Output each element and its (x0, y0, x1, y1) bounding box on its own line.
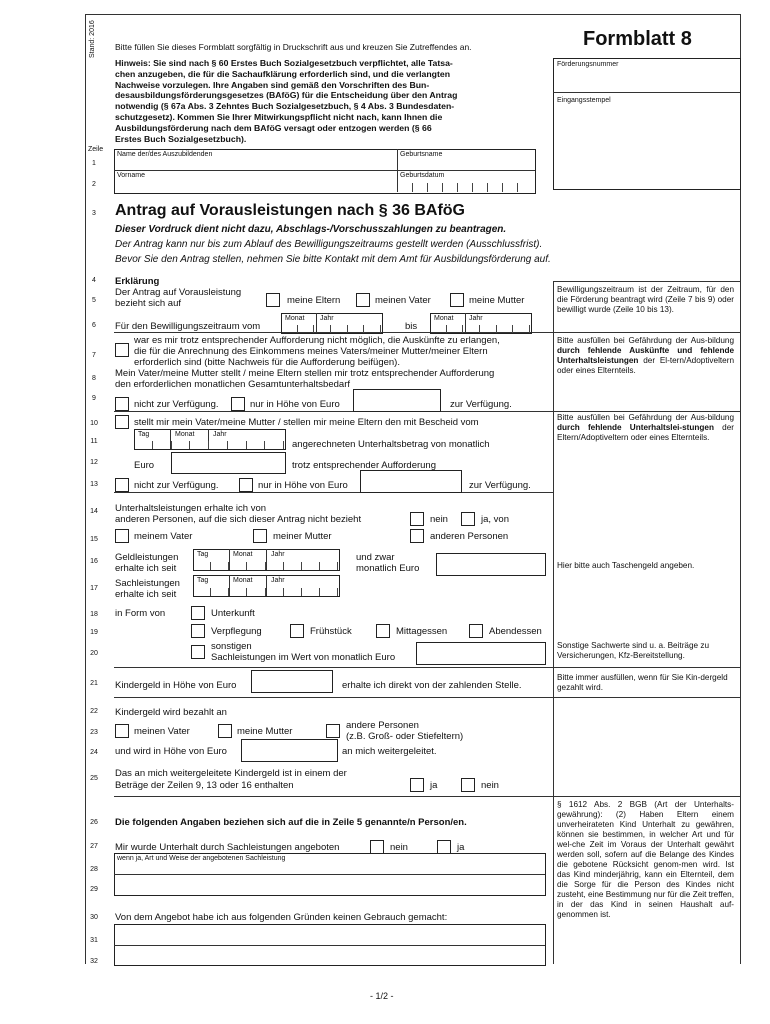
line13-betrag-field[interactable] (360, 470, 462, 493)
line15-mutter-label: meiner Mutter (273, 531, 332, 542)
row-number: 32 (90, 958, 98, 965)
row-number: 22 (90, 708, 98, 715)
line21-text-b: erhalte ich direkt von der zahlenden Stelle. (342, 680, 522, 691)
line13-nicht-label: nicht zur Verfügung. (134, 480, 219, 491)
row-number: 7 (92, 352, 96, 359)
vater-checkbox[interactable] (356, 293, 370, 307)
line13-nicht-checkbox[interactable] (115, 478, 129, 492)
geburtsname-label: Geburtsname (400, 151, 443, 158)
top-margin-line (85, 14, 741, 15)
geld-betrag-field[interactable] (436, 553, 546, 576)
bis-jahr-label: Jahr (469, 315, 483, 322)
sach-angebot-ja-checkbox[interactable] (437, 840, 451, 854)
line27-text: Mir wurde Unterhalt durch Sachleistungen angeboten (115, 842, 340, 853)
row-number: 18 (90, 611, 98, 618)
kg-andere-checkbox[interactable] (326, 724, 340, 738)
hinweis-line: schutzgesetz). Kommen Sie Ihrer Mitwirkungspflicht nicht nach, kann Ihnen die (115, 112, 443, 122)
geld-tag-label: Tag (197, 551, 209, 558)
sach-angebot-ja-label: ja (457, 842, 465, 853)
line18-text: in Form von (115, 608, 166, 619)
line15-vater-label: meinem Vater (134, 531, 193, 542)
row-number: 29 (90, 886, 98, 893)
sach-ticks (193, 588, 338, 596)
line25-text-a: Das an mich weitergeleitete Kindergeld ist in einem der (115, 768, 347, 779)
row-number: 30 (90, 914, 98, 921)
row-number: 6 (92, 322, 96, 329)
personal-row-divider (114, 170, 535, 171)
bescheid-monat-label: Monat (175, 431, 195, 438)
form-title: Formblatt 8 (583, 28, 692, 50)
line10-checkbox[interactable] (115, 415, 129, 429)
stand-label: Stand: 2016 (89, 20, 96, 58)
kg-enthalten-nein-checkbox[interactable] (461, 778, 475, 792)
sach-jahr-label: Jahr (271, 577, 285, 584)
row-number: 8 (92, 375, 96, 382)
bis-label: bis (405, 321, 418, 332)
line7-text-b: die für die Anrechnung des Einkommens meines Vaters/meiner Mutter/meiner Eltern (134, 346, 488, 357)
sachleistung-art-divider (114, 874, 545, 875)
eltern-label: meine Eltern (287, 295, 341, 306)
line9-nur-checkbox[interactable] (231, 397, 245, 411)
kindergeld-betrag-field[interactable] (251, 670, 333, 693)
eingangsstempel-label: Eingangsstempel (557, 97, 611, 104)
fruehstueck-checkbox[interactable] (290, 624, 304, 638)
abendessen-checkbox[interactable] (469, 624, 483, 638)
line15-mutter-checkbox[interactable] (253, 529, 267, 543)
office-box (553, 58, 741, 190)
sonstige-label: sonstigen (211, 641, 252, 652)
line7-checkbox[interactable] (115, 343, 129, 357)
line15-andere-label: anderen Personen (430, 531, 509, 542)
sep-6-7 (114, 332, 740, 333)
name-label: Name der/des Auszubildenden (117, 151, 213, 158)
row-number: 5 (92, 297, 96, 304)
vorname-field[interactable] (116, 180, 394, 191)
office-divider (553, 92, 740, 93)
side-note-bewilligung: Bewilligungszeitraum ist der Zeitraum, für den die Förderung beantragt wird (Zeile 7 bis 9) oder bewilligt wurde (Zeile 10 bis 13). (557, 285, 734, 314)
line7-text-a: war es mir trotz entsprechender Aufforderung nicht möglich, die Auskünfte zu erlangen, (134, 335, 500, 346)
unterkunft-checkbox[interactable] (191, 606, 205, 620)
bescheid-jahr-label: Jahr (213, 431, 227, 438)
side-note-auskuenfte: Bitte ausfüllen bei Gefährdung der Aus-bildung durch fehlende Auskünfte und fehlende Unterhaltsleistungen der El-tern/Adoptiveltern oder eines Elternteils. (557, 336, 734, 375)
line16-text-a: Geldleistungen (115, 552, 179, 563)
geburtsdatum-field[interactable] (398, 183, 518, 192)
bis-monat-label: Monat (434, 315, 454, 322)
row-number: 20 (90, 650, 98, 657)
line14-text-b: anderen Personen, auf die sich dieser Antrag nicht bezieht (115, 514, 362, 525)
line14-nein-label: nein (430, 514, 448, 525)
line7-text-c: erforderlich sind (bitte Nachweis für die Aufforderung beifügen). (134, 357, 400, 368)
line9-nicht-label: nicht zur Verfügung. (134, 399, 219, 410)
line5-text-b: bezieht sich auf (115, 298, 182, 309)
line13-zur-label: zur Verfügung. (469, 480, 531, 491)
geld-ticks (193, 562, 338, 570)
line22-text: Kindergeld wird bezahlt an (115, 707, 227, 718)
bis-ticks (430, 325, 530, 333)
line12-text: trotz entsprechender Aufforderung (292, 460, 437, 471)
line6-text: Für den Bewilligungszeitraum vom (115, 321, 261, 332)
hinweis-line: chen anzugeben, die für die Sachaufklärung erforderlich sind, und die verlangten (115, 68, 451, 79)
row-number: 16 (90, 558, 98, 565)
line17-text-a: Sachleistungen (115, 578, 180, 589)
sub-line-1: Dieser Vordruck dient nicht dazu, Abschlags-/Vorschusszahlungen zu beantragen. (115, 224, 507, 235)
von-monat-label: Monat (285, 315, 305, 322)
side-note-taschengeld: Hier bitte auch Taschengeld angeben. (557, 561, 695, 570)
line5-text-a: Der Antrag auf Vorausleistung (115, 287, 242, 298)
line17-text-b: erhalte ich seit (115, 589, 177, 600)
row-number: 1 (92, 160, 96, 167)
sep-13-14 (114, 492, 554, 493)
side-column-line (553, 281, 554, 964)
line11-text: angerechneten Unterhaltsbetrag von monatlich (292, 439, 490, 450)
row-number: 2 (92, 181, 96, 188)
row-number: 21 (90, 680, 98, 687)
row-number: 24 (90, 749, 98, 756)
row-number: 31 (90, 937, 98, 944)
sonstige-betrag-field[interactable] (416, 642, 546, 665)
row-number: 3 (92, 210, 96, 217)
zeile-label: Zeile (88, 146, 104, 153)
line15-vater-checkbox[interactable] (115, 529, 129, 543)
sep-25-26 (114, 796, 740, 797)
verpflegung-label: Verpflegung (211, 626, 262, 637)
line10-text: stellt mir mein Vater/meine Mutter / stellen mir meine Eltern den mit Bescheid vom (134, 417, 479, 428)
bescheid-tag-label: Tag (138, 431, 150, 438)
row-number: 27 (90, 843, 98, 850)
left-margin-line (85, 14, 86, 964)
line15-andere-checkbox[interactable] (410, 529, 424, 543)
kg-vater-checkbox[interactable] (115, 724, 129, 738)
hinweis-line: desausbildungsförderungsgesetzes (BAföG) für die Entscheidung über den Antrag (115, 90, 458, 101)
row-number: 26 (90, 819, 98, 826)
kg-andere-hint: (z.B. Groß- oder Stiefeltern) (346, 731, 464, 742)
row-number: 4 (92, 277, 96, 284)
sach-angebot-nein-checkbox[interactable] (370, 840, 384, 854)
unterhaltsbetrag-field[interactable] (171, 452, 286, 474)
hinweis-line: Hinweis: Sie sind nach § 60 Erstes Buch Sozialgesetzbuch verpflichtet, alle Tatsa- (115, 58, 453, 68)
sonstige-checkbox[interactable] (191, 645, 205, 659)
row-number: 12 (90, 459, 98, 466)
erklaerung-heading: Erklärung (115, 276, 160, 287)
von-ticks (281, 325, 381, 333)
side-note-kindergeld: Bitte immer ausfüllen, wenn für Sie Kin-dergeld gezahlt wird. (557, 673, 728, 692)
gruende-divider (114, 945, 545, 946)
line9-betrag-field[interactable] (353, 389, 441, 412)
name-field[interactable] (116, 160, 394, 170)
line14-ja-label: ja, von (481, 514, 509, 525)
kg-weiter-betrag-field[interactable] (241, 739, 338, 762)
line14-ja-checkbox[interactable] (461, 512, 475, 526)
side-note-sachwerte: Sonstige Sachwerte sind u. a. Beiträge zu Versicherungen, Kfz-Bereitstellung. (557, 641, 710, 660)
von-jahr-label: Jahr (320, 315, 334, 322)
mutter-checkbox[interactable] (450, 293, 464, 307)
line16-text-b: erhalte ich seit (115, 563, 177, 574)
sub-line-3: Bevor Sie den Antrag stellen, nehmen Sie bitte Kontakt mit dem Amt für Ausbildungsförderung auf. (115, 254, 551, 265)
sach-tag-label: Tag (197, 577, 209, 584)
line24-text-a: und wird in Höhe von Euro (115, 746, 227, 757)
line13-nur-checkbox[interactable] (239, 478, 253, 492)
hinweis-line: notwendig (§ 67a Abs. 3 Zehntes Buch Sozialgesetzbuch, § 4 Abs. 3 Bundesdaten- (115, 101, 455, 112)
row-number: 17 (90, 585, 98, 592)
sonstige-text: Sachleistungen im Wert von monatlich Euro (211, 652, 396, 663)
intro-text: Bitte füllen Sie dieses Formblatt sorgfältig in Druckschrift aus und kreuzen Sie Zutreffendes an. (115, 42, 472, 52)
sep-20-21 (114, 667, 740, 668)
foerderungsnummer-label: Förderungsnummer (557, 61, 619, 68)
hinweis-line: Nachweise vorzulegen. Ihre Angaben sind gemäß den Vorschriften des Bun- (115, 79, 430, 90)
mittagessen-checkbox[interactable] (376, 624, 390, 638)
unterkunft-label: Unterkunft (211, 608, 255, 619)
line9-nur-label: nur in Höhe von Euro (250, 399, 340, 410)
line16-text-d: monatlich Euro (356, 563, 420, 574)
kg-andere-label: andere Personen (346, 720, 419, 731)
line8-text-a: Mein Vater/meine Mutter stellt / meine Eltern stellen mir trotz entsprechender Aufforderung (115, 368, 495, 379)
line14-nein-checkbox[interactable] (410, 512, 424, 526)
line25-text-b: Beträge der Zeilen 9, 13 oder 16 enthalten (115, 780, 294, 791)
fruehstueck-label: Frühstück (310, 626, 352, 637)
sach-monat-label: Monat (233, 577, 253, 584)
row-number: 9 (92, 395, 96, 402)
line14-text-a: Unterhaltsleistungen erhalte ich von (115, 503, 267, 514)
row-number: 13 (90, 481, 98, 488)
mittagessen-label: Mittagessen (396, 626, 448, 637)
kg-vater-label: meinen Vater (134, 726, 190, 737)
line28-label: wenn ja, Art und Weise der angebotenen Sachleistung (117, 855, 286, 862)
side-note-bgb: § 1612 Abs. 2 BGB (Art der Unterhalts-gewährung): (2) Haben Eltern einem unverheirateten Kind Unterhalt zu gewähren, können sie bestimmen, in welcher Art und für wel-che Zeit im Voraus der Unterhalt gewährt werden soll, sofern auf die Belange des Kindes die gebotene Rücksicht genom-men wird. Ist das Kind minderjährig, kann ein Elternteil, dem die Sorge für die Person des Kindes nicht zusteht, eine Bestimmung nur für die Zeit treffen, in der das Kind in seinen Haushalt auf-genommen ist. (557, 800, 734, 919)
row-number: 19 (90, 629, 98, 636)
line8-text-b: den erforderlichen monatlichen Gesamtunterhaltsbedarf (115, 379, 350, 390)
bescheid-ticks (134, 441, 284, 449)
row-number: 23 (90, 729, 98, 736)
line16-text-c: und zwar (356, 552, 395, 563)
hinweis-line: Ausbildungsförderung nach dem BAföG versagt oder entzogen werden (§ 66 (115, 122, 432, 133)
row-number: 28 (90, 866, 98, 873)
geburtsname-field[interactable] (399, 160, 532, 170)
line12-euro: Euro (134, 460, 155, 471)
line24-text-b: an mich weitergeleitet. (342, 746, 437, 757)
vorname-label: Vorname (117, 172, 146, 179)
kg-enthalten-nein-label: nein (481, 780, 499, 791)
row-number: 14 (90, 508, 98, 515)
kg-mutter-label: meine Mutter (237, 726, 293, 737)
kg-enthalten-ja-label: ja (430, 780, 438, 791)
eltern-checkbox[interactable] (266, 293, 280, 307)
line13-nur-label: nur in Höhe von Euro (258, 480, 348, 491)
line9-nicht-checkbox[interactable] (115, 397, 129, 411)
row-number: 15 (90, 536, 98, 543)
sach-angebot-nein-label: nein (390, 842, 408, 853)
geld-monat-label: Monat (233, 551, 253, 558)
abendessen-label: Abendessen (489, 626, 542, 637)
kg-enthalten-ja-checkbox[interactable] (410, 778, 424, 792)
page-number: - 1/2 - (370, 991, 394, 1001)
vater-label: meinen Vater (375, 295, 431, 306)
mutter-label: meine Mutter (469, 295, 525, 306)
row-number: 25 (90, 775, 98, 782)
row-number: 11 (90, 438, 98, 445)
sep-21-22 (114, 697, 740, 698)
side-top-line (553, 281, 740, 282)
verpflegung-checkbox[interactable] (191, 624, 205, 638)
sub-line-2: Der Antrag kann nur bis zum Ablauf des Bewilligungszeitraums gestellt werden (Ausschlussfrist). (115, 239, 543, 250)
kg-mutter-checkbox[interactable] (218, 724, 232, 738)
row-number: 10 (90, 420, 98, 427)
line21-text-a: Kindergeld in Höhe von Euro (115, 680, 237, 691)
geld-jahr-label: Jahr (271, 551, 285, 558)
geburtsdatum-label: Geburtsdatum (400, 172, 445, 179)
hinweis-line: Erstes Buch Sozialgesetzbuch). (115, 133, 247, 144)
line9-zur-label: zur Verfügung. (450, 399, 512, 410)
main-heading: Antrag auf Vorausleistungen nach § 36 BAföG (115, 202, 465, 219)
line26-text: Die folgenden Angaben beziehen sich auf die in Zeile 5 genannte/n Person/en. (115, 817, 467, 828)
line30-text: Von dem Angebot habe ich aus folgenden Gründen keinen Gebrauch gemacht: (115, 912, 448, 923)
side-note-unterhalt: Bitte ausfüllen bei Gefährdung der Aus-bildung durch fehlende Unterhaltslei-stungen der Eltern/Adoptiveltern oder eines Elternteils. (557, 413, 734, 442)
